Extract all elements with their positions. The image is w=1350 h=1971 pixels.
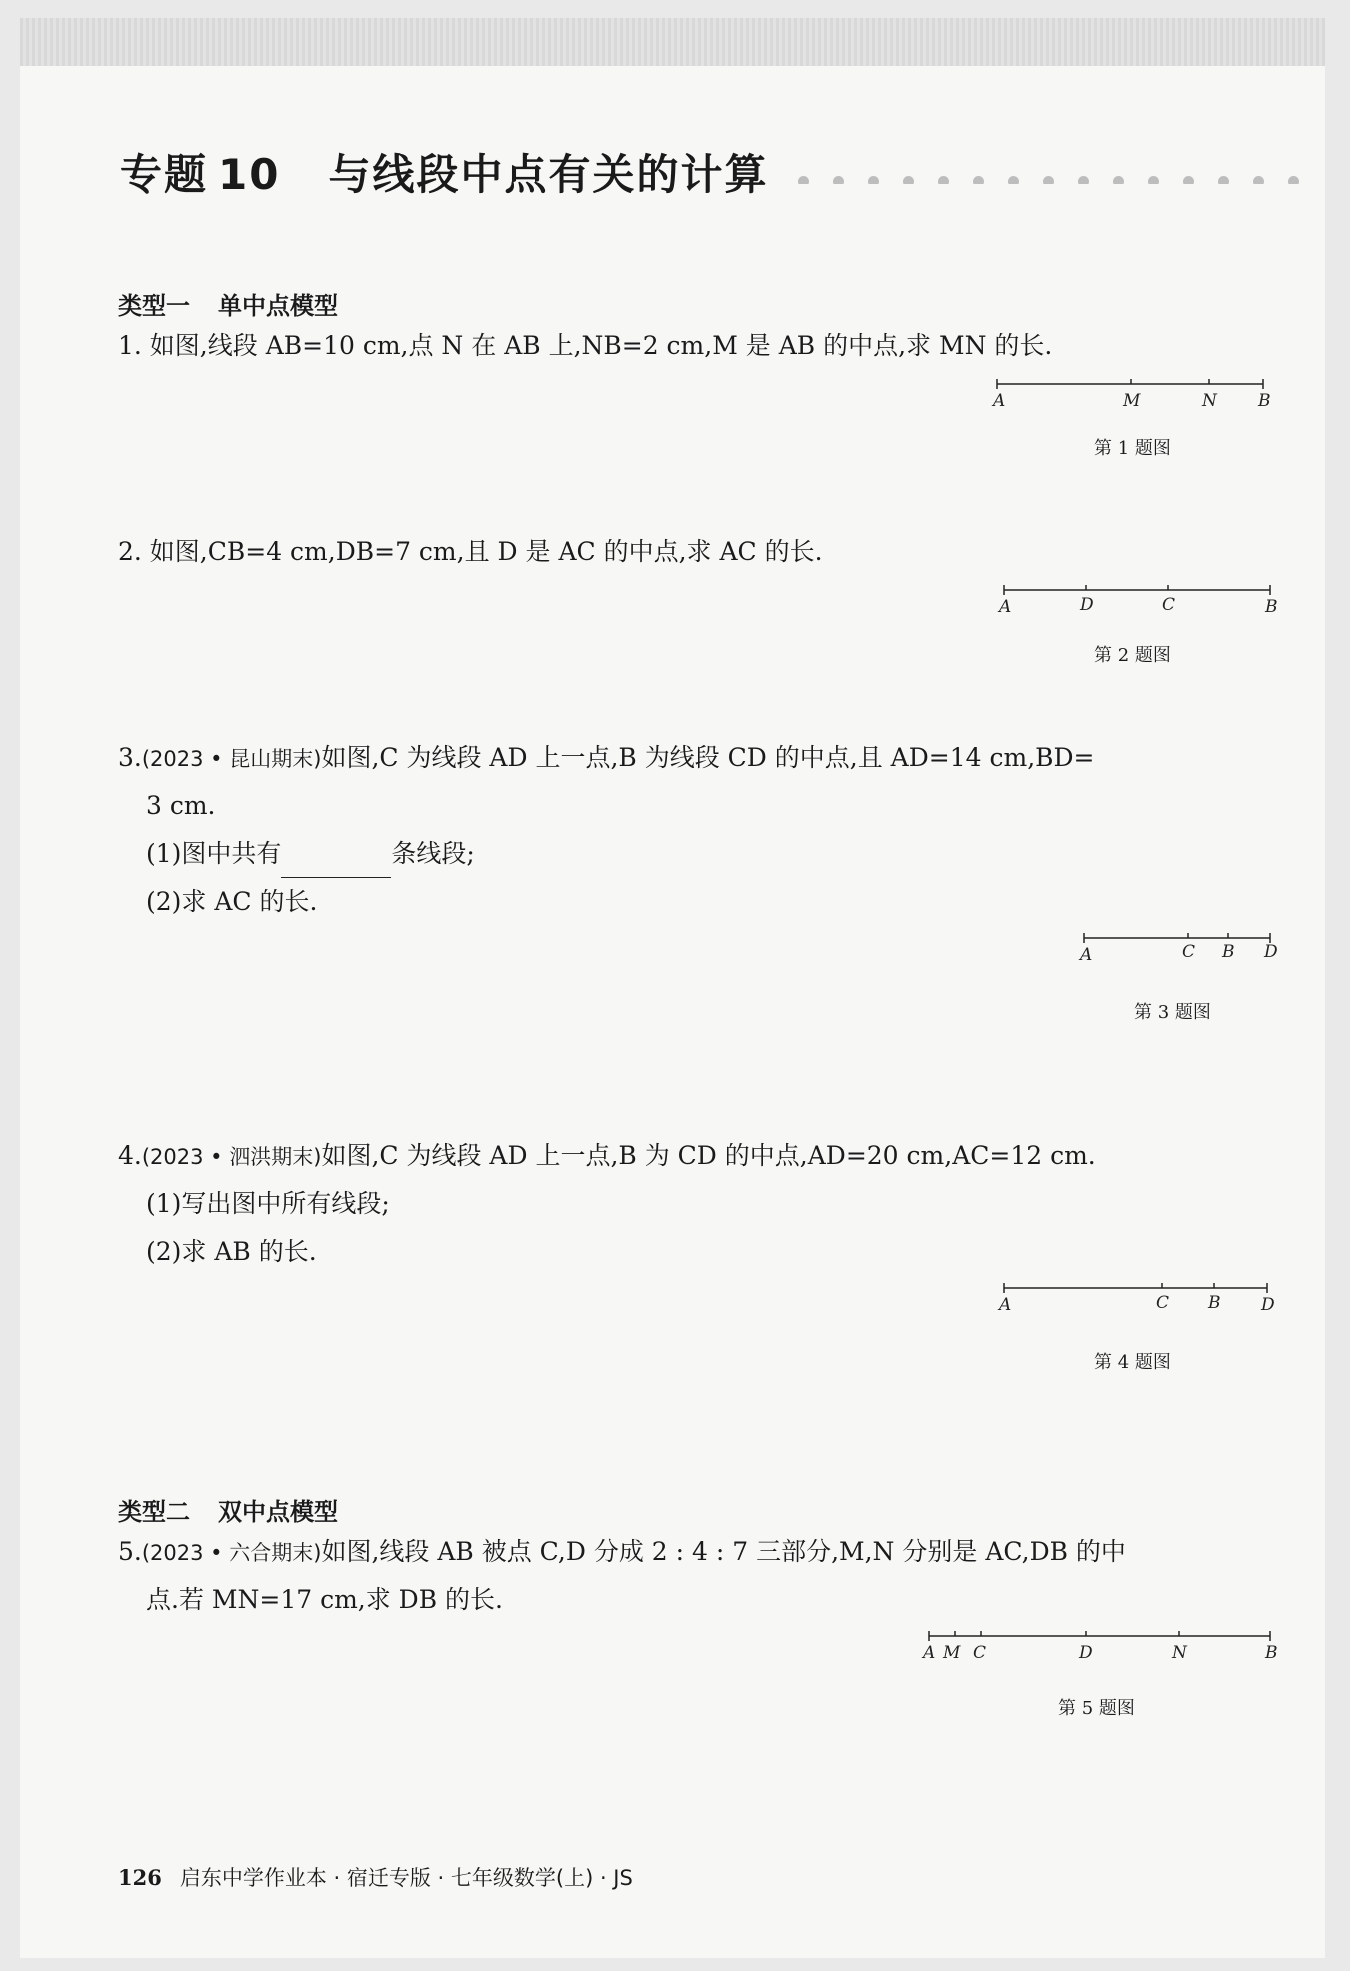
page-title <box>120 142 768 202</box>
book-title: 启东中学作业本 · 宿迁专版 · 七年级数学(上) · JS <box>179 1866 633 1890</box>
point-label: B <box>1222 942 1235 962</box>
figure-1 <box>995 376 1270 416</box>
point-label: A <box>923 1643 936 1663</box>
question-source: (2023 • 六合期末) <box>141 1541 322 1565</box>
scan-top-band <box>20 18 1325 66</box>
page-footer <box>118 1862 633 1892</box>
figure-caption-1: 第 1 题图 <box>1094 438 1171 459</box>
point-label: B <box>1258 391 1271 411</box>
question-3-part-2: (2)求 AC 的长. <box>146 887 318 916</box>
point-label: C <box>1156 1293 1170 1313</box>
page-number: 126 <box>118 1865 162 1890</box>
figure-caption-3: 第 3 题图 <box>1134 1002 1211 1023</box>
point-label: D <box>1080 595 1094 615</box>
point-label: A <box>999 597 1012 617</box>
point-label: D <box>1079 1643 1093 1663</box>
question-4 <box>118 1132 1096 1181</box>
figure-2 <box>999 582 1278 622</box>
question-text: 如图,C 为线段 AD 上一点,B 为线段 CD 的中点,且 AD=14 cm,BD= <box>321 743 1095 772</box>
question-5 <box>118 1528 1126 1577</box>
section-name: 双中点模型 <box>218 1498 338 1526</box>
figure-3 <box>1082 930 1277 970</box>
point-label: C <box>1182 942 1196 962</box>
point-label: M <box>1123 391 1141 411</box>
figure-caption-4: 第 4 题图 <box>1094 1352 1171 1373</box>
point-label: N <box>1202 391 1217 411</box>
section-label: 类型一 <box>118 292 190 320</box>
question-3-cont: 3 cm. <box>146 791 216 820</box>
figure-5 <box>923 1628 1278 1668</box>
title-text: 与线段中点有关的计算 <box>328 150 769 199</box>
point-label: A <box>993 391 1006 411</box>
question-text: 如图,线段 AB 被点 C,D 分成 2 : 4 : 7 三部分,M,N 分别是 AC,DB 的中 <box>321 1537 1126 1566</box>
question-number: 5. <box>118 1537 142 1566</box>
figure-caption-5: 第 5 题图 <box>1058 1698 1135 1719</box>
question-number: 3. <box>118 743 142 772</box>
point-label: C <box>973 1643 987 1663</box>
question-2: 2. 如图,CB=4 cm,DB=7 cm,且 D 是 AC 的中点,求 AC 的长. <box>118 537 823 566</box>
title-number: 10 <box>218 150 281 199</box>
point-label: D <box>1261 1295 1275 1315</box>
title-dot-leader <box>798 172 1318 184</box>
answer-blank[interactable] <box>281 847 391 878</box>
question-5-cont: 点.若 MN=17 cm,求 DB 的长. <box>146 1585 503 1614</box>
question-source: (2023 • 泗洪期末) <box>141 1145 322 1169</box>
question-4-part-2: (2)求 AB 的长. <box>146 1237 317 1266</box>
question-1: 1. 如图,线段 AB=10 cm,点 N 在 AB 上,NB=2 cm,M 是 AB 的中点,求 MN 的长. <box>118 331 1053 360</box>
question-text: 如图,C 为线段 AD 上一点,B 为 CD 的中点,AD=20 cm,AC=12 cm. <box>321 1141 1096 1170</box>
point-label: A <box>1080 945 1093 965</box>
point-label: B <box>1265 1643 1278 1663</box>
section-heading-2 <box>118 1492 338 1527</box>
point-label: A <box>999 1295 1012 1315</box>
point-label: C <box>1162 595 1176 615</box>
figure-caption-2: 第 2 题图 <box>1094 645 1171 666</box>
point-label: B <box>1208 1293 1221 1313</box>
point-label: N <box>1172 1643 1187 1663</box>
question-source: (2023 • 昆山期末) <box>141 747 322 771</box>
section-label: 类型二 <box>118 1498 190 1526</box>
title-label: 专题 <box>120 150 209 199</box>
question-number: 4. <box>118 1141 142 1170</box>
point-label: M <box>943 1643 961 1663</box>
point-label: D <box>1264 942 1278 962</box>
question-3-part-1: (1)图中共有 条线段; <box>146 830 475 878</box>
question-3 <box>118 734 1095 783</box>
question-4-part-1: (1)写出图中所有线段; <box>146 1189 390 1218</box>
section-name: 单中点模型 <box>218 292 338 320</box>
section-heading-1 <box>118 286 338 321</box>
point-label: B <box>1265 597 1278 617</box>
figure-4 <box>999 1280 1277 1320</box>
